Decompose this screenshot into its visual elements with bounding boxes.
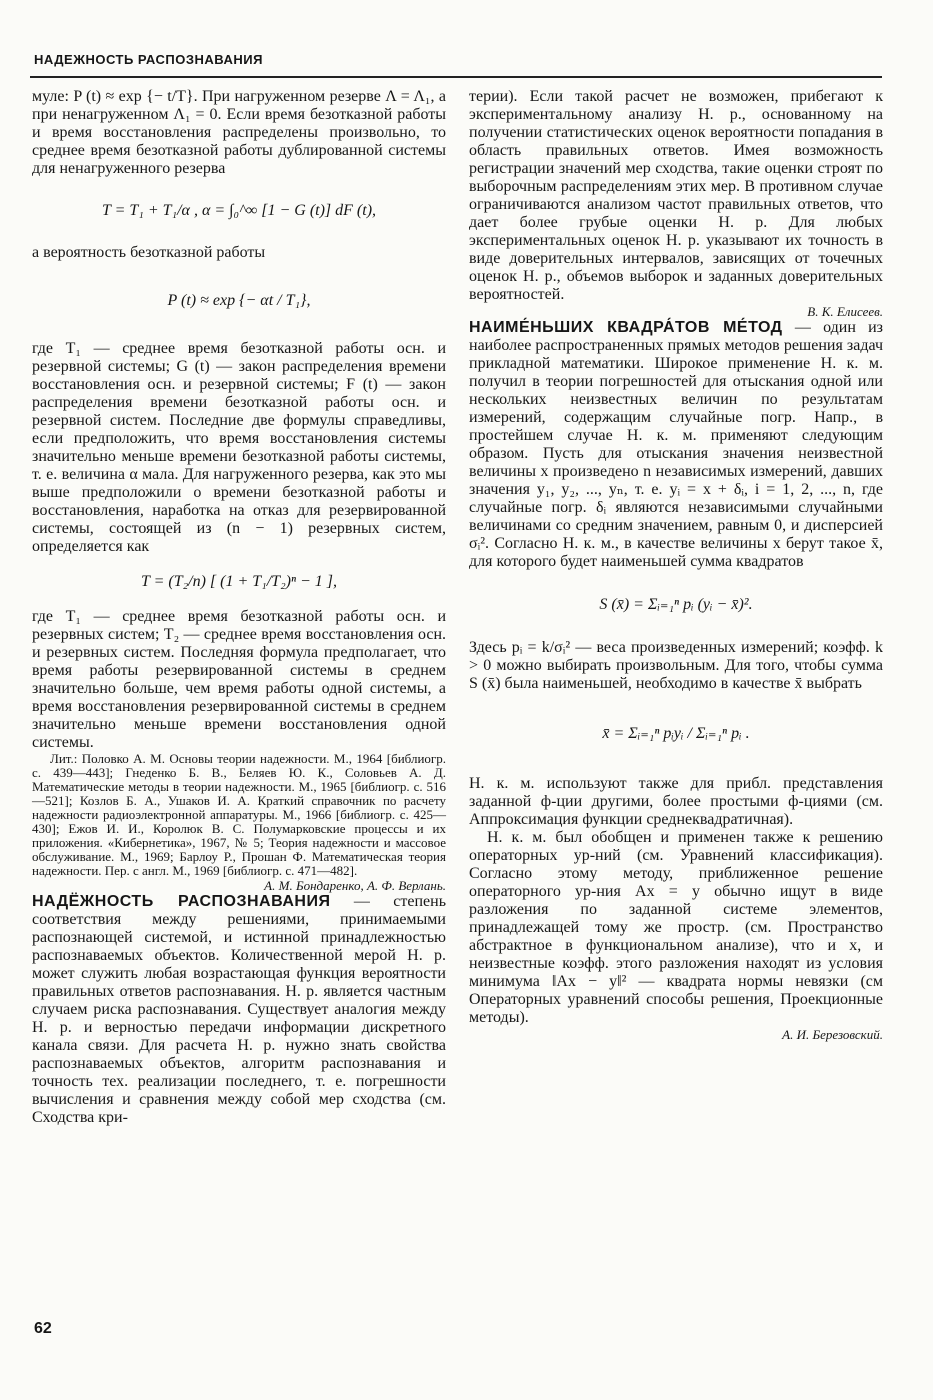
right-column [469,88,883,1042]
paragraph: Н. к. м. используют также для прибл. представления заданной ф-ции другими, более простыми ф-циями (см. Аппроксимация функции среднеквадратичная). [469,775,883,828]
paragraph: — степень соответствия между решениями, принимаемыми распознающей системой, и истинной принадлежностью распознаваемых объектов. Количественной мерой Н. р. может служить любая возрастающая функция вероятности правильных ответов распознавания. Н. р. является частным случаем риска распознавания. Существует аналогия между Н. р. и верностью передачи информации дискретного канала связи. Для расчета Н. р. нужно знать свойства распознаваемых объектов, алгоритм распознавания и точность тех. реализации последнего, т. е. погрешности вычисления и сравнения между собой мер сходства (см. Сходства кри- [32,893,446,1126]
author-signature: А. М. Бондаренко, А. Ф. Верлань. [264,878,446,893]
header-rule [30,76,882,78]
article-start [469,319,883,571]
author-signature: В. К. Елисеев. [807,304,883,319]
paragraph: муле: P (t) ≈ exp {− t/T}. При нагруженном резерве Λ = Λ₁, а при ненагруженном Λ₁ = 0. Если время безотказной работы и время восстановления распределены произвольно, то среднее время безотказной работы дублированной системы для ненагруженного резерва [32,88,446,177]
paragraph: где T₁ — среднее время безотказной работы осн. и резервных систем; T₂ — среднее время восстановления осн. и резервных систем. Последняя формула предполагает, что время работы резервированной системы в среднем значительно больше, чем время работы одной системы, а время восстановления резервированной системы в среднем значительно меньше времени восстановления одной системы. [32,608,446,751]
formula: S (x̄) = Σᵢ₌₁ⁿ pᵢ (yᵢ − x̄)². [599,596,753,613]
paragraph: где T₁ — среднее время безотказной работы осн. и резервной системы; G (t) — закон распределения времени восстановления осн. и резервной системы; F (t) — закон распределения времени безотказной работы осн. и резервной систем. Последние две формулы справедливы, если предположить, что время восстановления системы значительно меньше времени безотказной работы системы, т. е. величина α мала. Для нагруженного резерва, как это мы выше предположили о времени безотказной работы и восстановления, наработка на отказ для резервированной системы, состоящей из (n − 1) резервных систем, определяется как [32,340,446,555]
paragraph: терии). Если такой расчет не возможен, прибегают к экспериментальному анализу Н. р., основанному на получении статистических оценок вероятности попадания в область правильных ответов. Имея возможность регистрации значений мер сходства, такие оценки строят по выборочным распределениям этих мер. В противном случае ограничиваются анализом частот правильных ответов, что дает более грубые оценки Н. р. Для любых экспериментальных оценок Н. р. указывают их точность в виде доверительных интервалов, зависящих от точечных оценок Н. р., объемов выборок и заданных доверительных вероятностей. [469,88,883,303]
headword: НАИМЕ́НЬШИХ КВАДРА́ТОВ МЕ́ТОД [469,319,783,336]
page-number: 62 [34,1320,52,1337]
paragraph: а вероятность безотказной работы [32,244,266,261]
formula: T = (T₂/n) [ (1 + T₁/T₂)ⁿ − 1 ], [140,573,338,590]
article-start [32,893,446,1127]
formula: T = T₁ + T₁/α , α = ∫₀^∞ [1 − G (t)] dF (t), [101,202,377,219]
paragraph: Здесь pᵢ = k/σᵢ² — веса произведенных измерений; коэфф. k > 0 можно выбирать произвольным. Для того, чтобы сумма S (x̄) была наименьшей, необходимо в качестве x̄ выбрать [469,639,883,692]
author-signature: А. И. Березовский. [782,1027,883,1042]
left-column [32,88,446,1127]
headword: НАДЁЖНОСТЬ РАСПОЗНАВАНИЯ [32,893,331,910]
paragraph: Н. к. м. был обобщен и применен также к решению операторных ур-ний (см. Уравнений классификация). Согласно этому методу, приближенное решение операторного ур-ния Ax = y обычно ищут в виде разложения по заданной системе элементов, принадлежащей тому же простр. (см. Пространство абстрактное в функциональном анализе), что и x, и неизвестные коэфф. этого разложения находят из условия минимума ‖Ax − y‖² — квадрата нормы невязки (см Операторных уравнений способы решения, Проекционные методы). [469,829,883,1026]
formula: P (t) ≈ exp {− αt / T₁}, [167,292,311,309]
formula: x̄ = Σᵢ₌₁ⁿ pᵢyᵢ / Σᵢ₌₁ⁿ pᵢ . [602,725,750,742]
paragraph: — один из наиболее распространенных прямых методов решения задач прикладной математики. Широкое применение Н. к. м. получил в теории погрешностей для отыскания одной или нескольких неизвестных величин по результатам измерений, содержащим случайные погр. Напр., в простейшем случае Н. к. м. применяют следующим образом. Пусть для отыскания значения неизвестной величины x произведено n независимых измерений, давших значения y₁, y₂, ..., yₙ, т. е. yᵢ = x + δᵢ, i = 1, 2, ..., n, где случайные погр. δᵢ являются независимыми случайными величинами со средним значением, равным 0, и дисперсией σᵢ². Согласно Н. к. м., в качестве величины x берут такое x̄, для которого будет наименьшей сумма квадратов [469,319,884,570]
running-head: НАДЕЖНОСТЬ РАСПОЗНАВАНИЯ [34,52,263,67]
literature-list: Лит.: Половко А. М. Основы теории надежности. М., 1964 [библиогр. с. 439—443]; Гнеденко Б. В., Беляев Ю. К., Соловьев А. Д. Математические методы в теории надежности. М., 1965 [библиогр. с. 516—521]; Козлов Б. А., Ушаков И. А. Краткий справочник по расчету надежности радиоэлектронной аппаратуры. М., 1966 [библиогр. с. 425—430]; Ежов И. И., Королюк В. С. Полумарковские процессы и их приложения. «Кибернетика», 1967, № 5; Теория надежности и массовое обслуживание. М., 1969; Барлоу Р., Прошан Ф. Математическая теория надежности. Пер. с англ. М., 1969 [библиогр. с. 471—482]. [32,751,446,878]
